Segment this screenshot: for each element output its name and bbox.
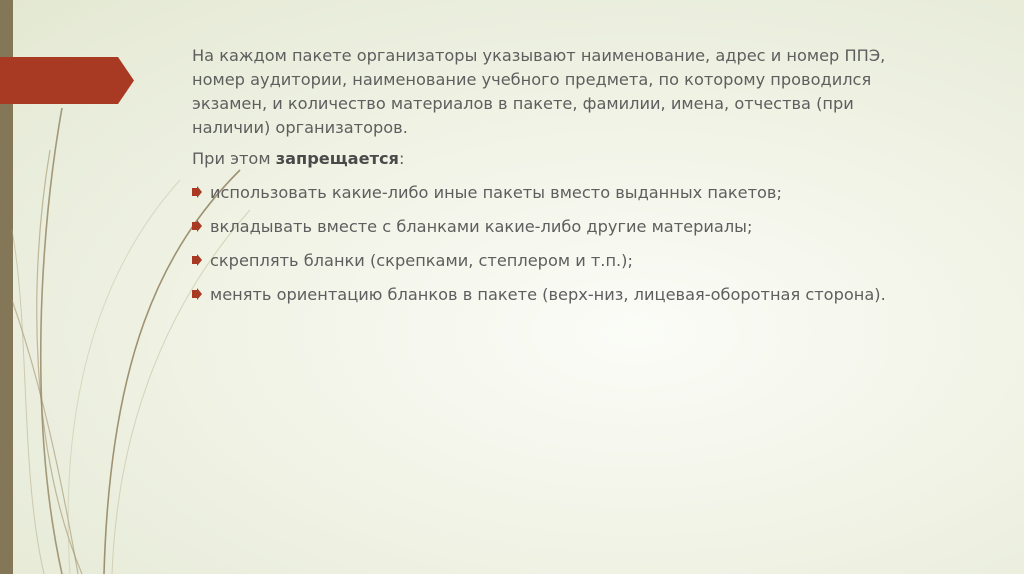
intro-paragraph: На каждом пакете организаторы указывают наименование, адрес и номер ППЭ, номер аудитории, наименование учебного предмета, по которому проводился экзамен, и количество материалов в пакете, фамилии, имена, отчества (при наличии) организаторов.	[192, 46, 886, 137]
list-item-text: использовать какие-либо иные пакеты вместо выданных пакетов;	[210, 183, 782, 202]
list-item-text: менять ориентацию бланков в пакете (верх-низ, лицевая-оборотная сторона).	[210, 285, 886, 304]
arrow-bullet-icon	[192, 288, 202, 300]
lead-suffix: :	[398, 149, 405, 168]
list-item	[192, 283, 912, 307]
arrow-bullet-icon	[192, 220, 202, 232]
accent-arrow-tab	[0, 57, 134, 104]
list-item-text: вкладывать вместе с бланками какие-либо другие материалы;	[210, 217, 753, 236]
list-item	[192, 215, 912, 239]
prohibited-actions-list	[192, 181, 912, 307]
list-item-text: скреплять бланки (скрепками, степлером и т.п.);	[210, 251, 633, 270]
arrow-bullet-icon	[192, 186, 202, 198]
lead-line	[192, 147, 912, 171]
list-item	[192, 181, 912, 205]
list-item	[192, 249, 912, 273]
arrow-bullet-icon	[192, 254, 202, 266]
lead-prefix: При этом	[192, 149, 276, 168]
slide-content	[192, 44, 912, 317]
lead-bold-word: запрещается	[275, 149, 399, 168]
